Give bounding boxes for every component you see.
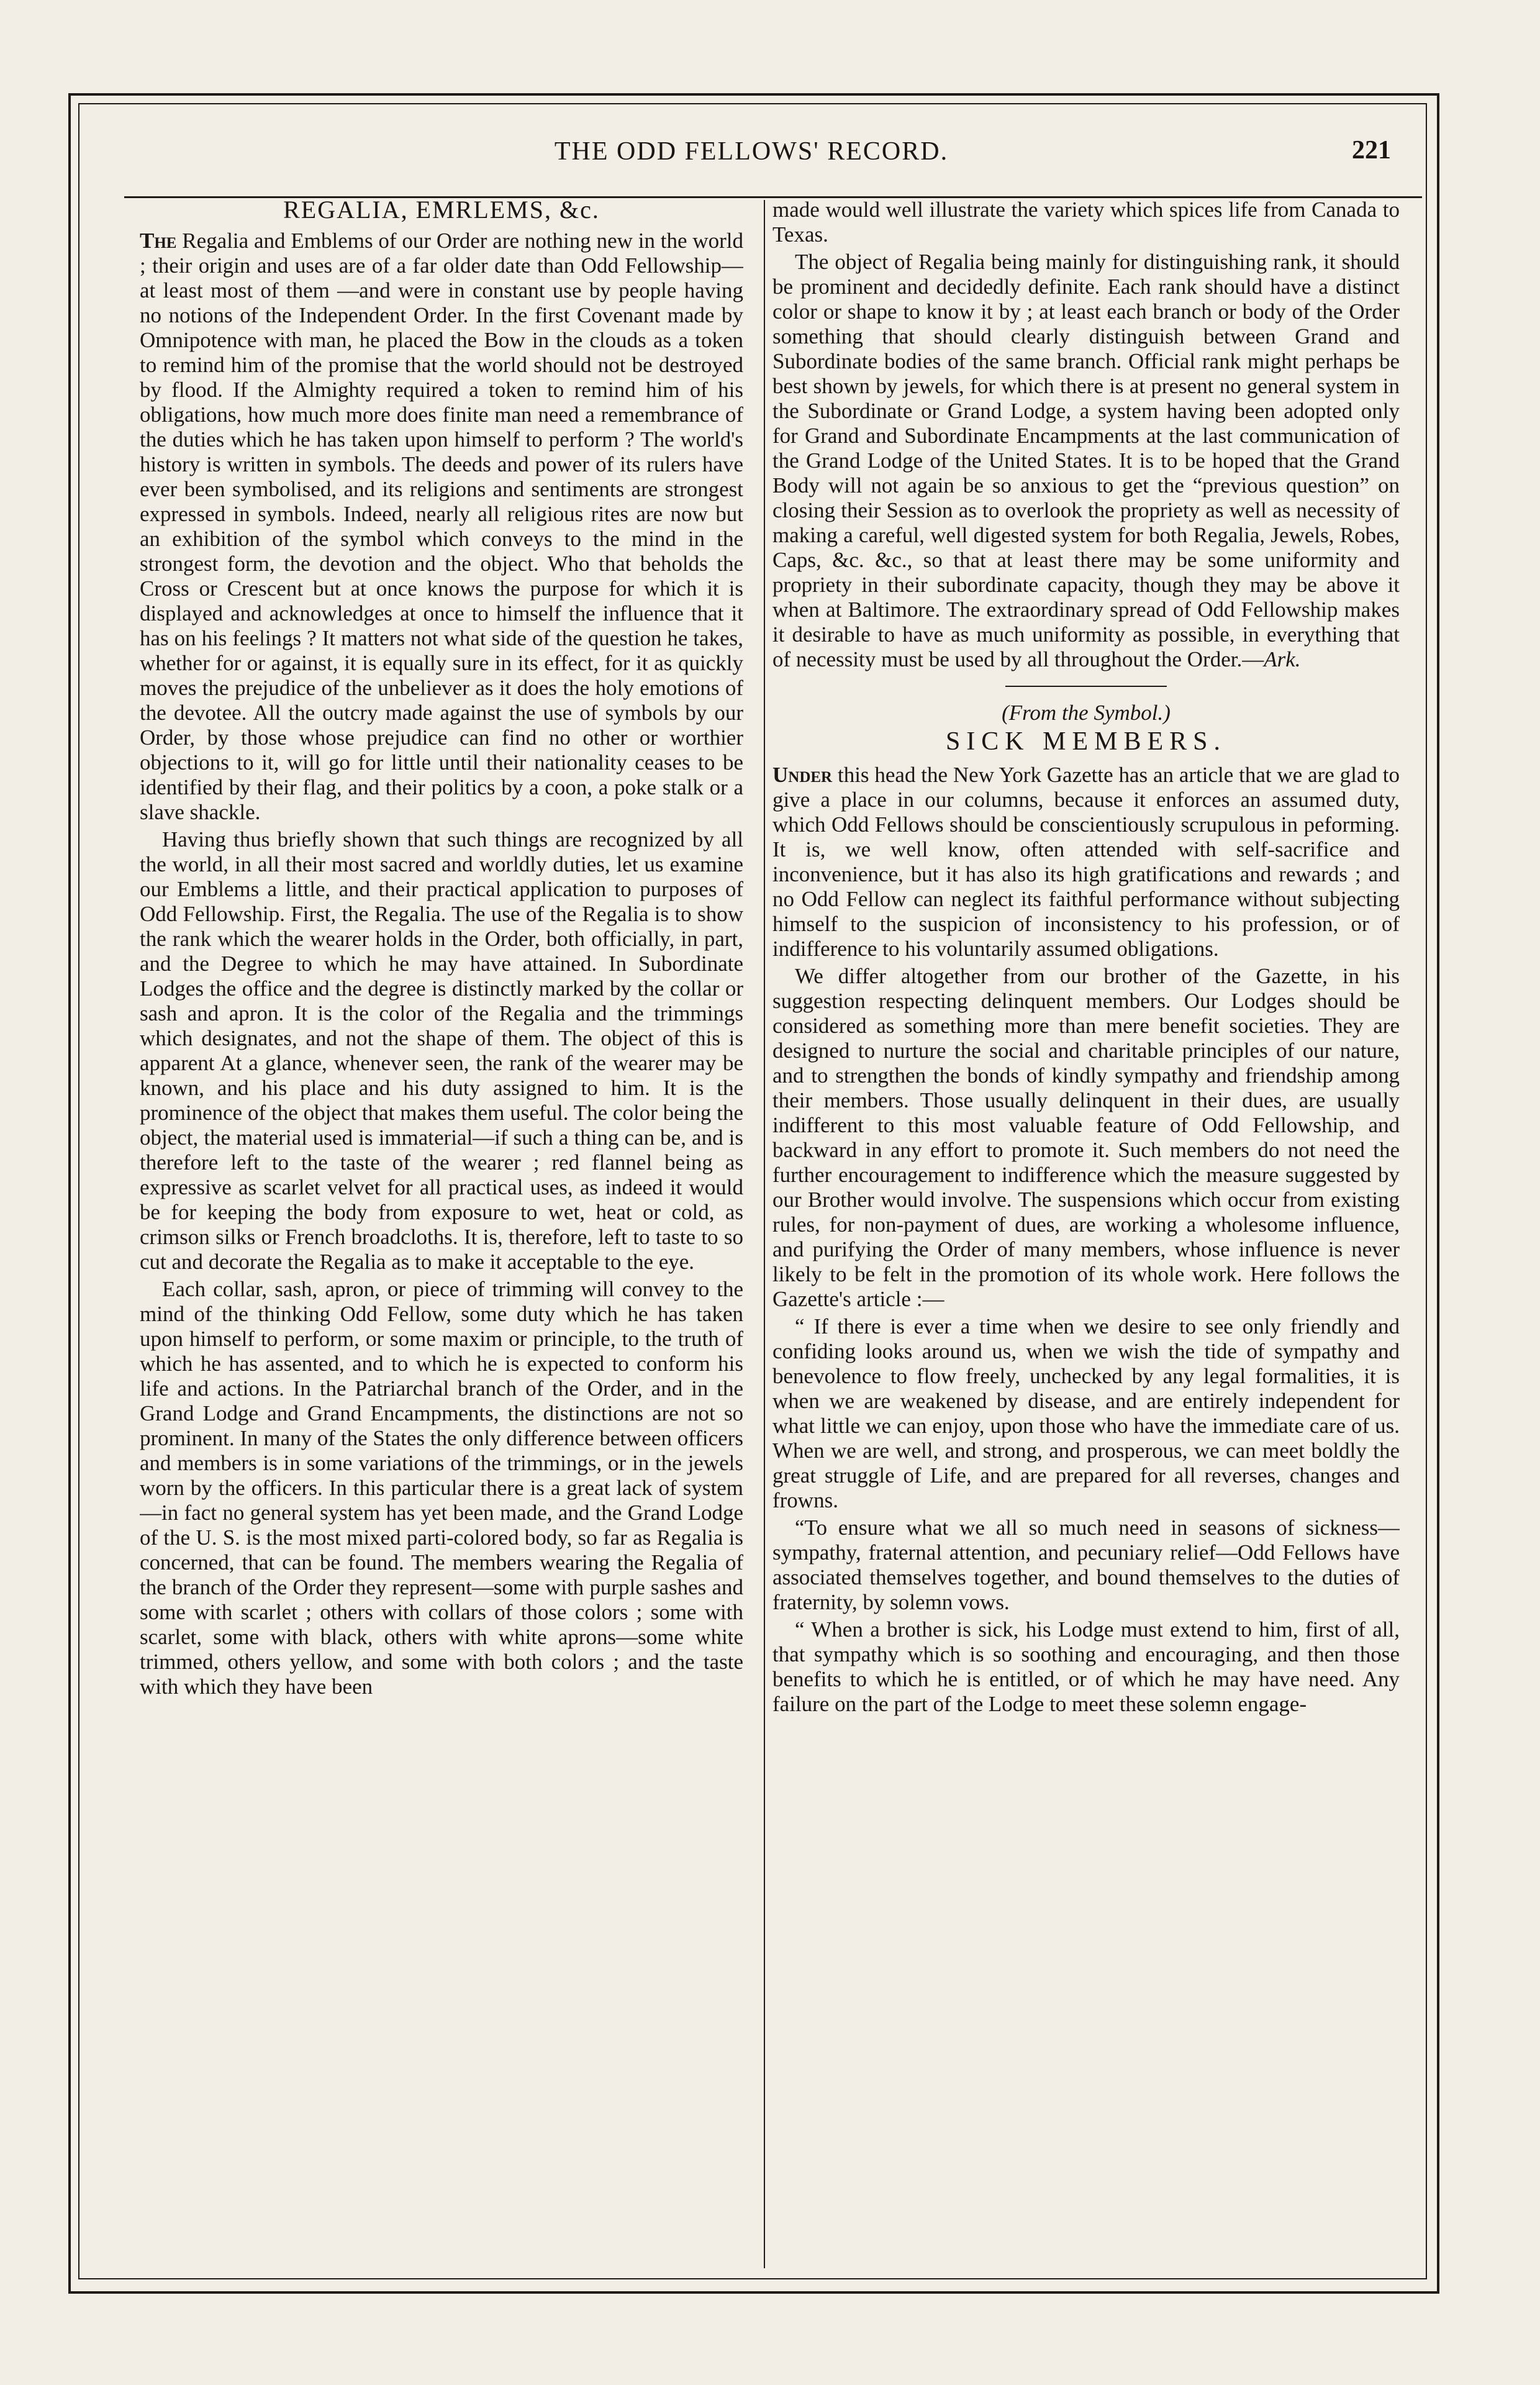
article-paragraph bbox=[772, 763, 1400, 961]
article-paragraph: Each collar, sash, apron, or piece of trimming will convey to the mind of the thinking Odd Fellow, some duty which he has taken upon himself to perform, or some maxim or principle, to the truth of which he has assented, and to which he is expected to conform his life and actions. In the Patriarchal branch of the Order, and in the Grand Lodge and Grand Encampments, the distinctions are not so prominent. In many of the States the only difference between officers and members is in some variations of the trimmings, or in the jewels worn by the officers. In this particular there is a great lack of system—in fact no general system has yet been made, and the Grand Lodge of the U. S. is the most mixed parti-colored body, so far as Regalia is concerned, that can be found. The members wearing the Regalia of the branch of the Order they represent—some with purple sashes and some with scarlet ; others with collars of those colors ; some with scarlet, some with black, others with white aprons—some white trimmed, others yellow, and some with both colors ; and the taste with which they have been bbox=[140, 1277, 743, 1699]
drop-lead: The bbox=[140, 229, 177, 253]
paragraph-text: Regalia and Emblems of our Order are nothing new in the world ; their origin and uses are of a far older date than Odd Fellowship—at least most of them —and were in constant use by people having no notions of the Independent Order. In the first Covenant made by Omnipotence with man, he placed the Bow in the clouds as a token to remind him of the promise that the world should not be destroyed by flood. If the Almighty required a token to remind him of his obligations, how much more does finite man need a remembrance of the duties which he has taken upon himself to perform ? The world's history is written in symbols. The deeds and power of its rulers have ever been symbolised, and its religions and sentiments are strongest expressed in symbols. Indeed, nearly all religious rites are now but an exhibition of the symbol which conveys to the mind in the strongest form, the devotion and the object. Who that beholds the Cross or Crescent but at once knows the purpose for which it is displayed and acknowledges at once to himself the influence that it has on his feelings ? It matters not what side of the question he takes, whether for or against, it is equally sure in its effect, for it as quickly moves the prejudice of the unbeliever as it does the holy emotions of the devotee. All the outcry made against the use of symbols by our Order, by those whose prejudice can find no other or worthier objections to it, will go for little until their nationality ceases to be identified by their flag, and their politics by a coon, a poke stalk or a slave shackle. bbox=[140, 229, 743, 824]
article-paragraph bbox=[772, 250, 1400, 672]
drop-lead: Under bbox=[772, 763, 833, 787]
article-paragraph: “To ensure what we all so much need in seasons of sickness—sympathy, fraternal attention, and pecuniary relief—Odd Fellows have associated themselves together, and bound themselves to the duties of fraternity, by solemn vows. bbox=[772, 1515, 1400, 1614]
page-header bbox=[81, 112, 1422, 193]
column-divider bbox=[764, 200, 765, 2268]
paragraph-text: The object of Regalia being mainly for distinguishing rank, it should be prominent and decidedly definite. Each rank should have a distinct color or shape to know it by ; at least each branch or body of the Order something that should clearly distinguish between Grand and Subordinate bodies of the same branch. Official rank might perhaps be best shown by jewels, for which there is at present no general system in the Subordinate or Grand Lodge, a system having been adopted only for Grand and Subordinate Encampments at the last communication of the Grand Lodge of the United States. It is to be hoped that the Grand Body will not again be so anxious to get the “previous question” on closing their Session as to overlook the propriety as well as necessity of making a careful, well digested system for both Regalia, Jewels, Robes, Caps, &c. &c., so that at least there may be some uniformity and propriety in their subordinate capacity, though they may be above it when at Baltimore. The extraordinary spread of Odd Fellowship makes it desirable to have as much uniformity as possible, in everything that of necessity must be used by all throughout the Order.— bbox=[772, 250, 1400, 671]
article-title-sick-members: SICK MEMBERS. bbox=[945, 727, 1227, 756]
right-column bbox=[772, 198, 1400, 2272]
signature: Ark. bbox=[1264, 647, 1301, 671]
section-separator bbox=[1005, 686, 1167, 687]
left-column bbox=[140, 198, 743, 2272]
page-number: 221 bbox=[1352, 136, 1391, 165]
article-paragraph: made would well illustrate the variety which spices life from Canada to Texas. bbox=[772, 198, 1400, 247]
paragraph-text: this head the New York Gazette has an article that we are glad to give a place in our columns, because it enforces an assumed duty, which Odd Fellows should be conscientiously scrupulous in peforming. It is, we well know, often attended with self-sacrifice and inconvenience, but it has also its high gratifications and rewards ; and no Odd Fellow can neglect its faithful performance without subjecting himself to the suspicion of inconsistency to his profession, or of indifference to his voluntarily assumed obligations. bbox=[772, 763, 1400, 961]
article-paragraph: “ When a brother is sick, his Lodge must extend to him, first of all, that sympathy which is so soothing and encouraging, and then those benefits to which he is entitled, or of which he may have need. Any failure on the part of the Lodge to meet these solemn engage- bbox=[772, 1617, 1400, 1716]
article-title-regalia: REGALIA, EMRLEMS, &c. bbox=[283, 198, 600, 224]
article-paragraph: “ If there is ever a time when we desire to see only friendly and confiding looks around us, when we wish the tide of sympathy and benevolence to flow freely, unchecked by any legal formalities, it is when we are weakened by disease, and are entirely independent for what little we can enjoy, upon those who have the immediate care of us. When we are well, and strong, and prosperous, we can meet boldly the great struggle of Life, and are prepared for all reverses, changes and frowns. bbox=[772, 1314, 1400, 1512]
article-paragraph: Having thus briefly shown that such things are recognized by all the world, in all their most sacred and worldly duties, let us examine our Emblems a little, and their practical application to purposes of Odd Fellowship. First, the Regalia. The use of the Regalia is to show the rank which the wearer holds in the Order, both officially, in part, and the Degree to which he may have attained. In Subordinate Lodges the office and the degree is distinctly marked by the collar or sash and apron. It is the color of the Regalia and the trimmings which designates, and not the shape of them. The object of this is apparent At a glance, whenever seen, the rank of the wearer may be known, and his place and his duty assigned to him. It is the prominence of the object that makes them useful. The color being the object, the material used is immaterial—if such a thing can be, and is therefore left to the taste of the wearer ; red flannel being as expressive as scarlet velvet for all practical uses, as indeed it would be for keeping the body from exposure to wet, heat or cold, as crimson silks or French broadcloths. It is, therefore, left to taste to so cut and decorate the Regalia as to make it acceptable to the eye. bbox=[140, 827, 743, 1274]
running-title: THE ODD FELLOWS' RECORD. bbox=[554, 137, 949, 166]
article-source: (From the Symbol.) bbox=[1002, 701, 1171, 725]
article-paragraph: We differ altogether from our brother of the Gazette, in his suggestion respecting delinquent members. Our Lodges should be considered as something more than mere benefit societies. They are designed to nurture the social and charitable principles of our nature, and to strengthen the bonds of kindly sympathy and friendship among their members. Those usually delinquent in their dues, are usually indifferent to this most valuable feature of Odd Fellowship, and backward in any effort to promote it. Such members do not need the further encouragement to indifference which the measure suggested by our Brother would involve. The suspensions which occur from existing rules, for non-payment of dues, are working a wholesome influence, and purifying the Order of many members, whose influence is never likely to be felt in the promotion of its whole work. Here follows the Gazette's article :— bbox=[772, 964, 1400, 1311]
article-paragraph bbox=[140, 229, 743, 825]
